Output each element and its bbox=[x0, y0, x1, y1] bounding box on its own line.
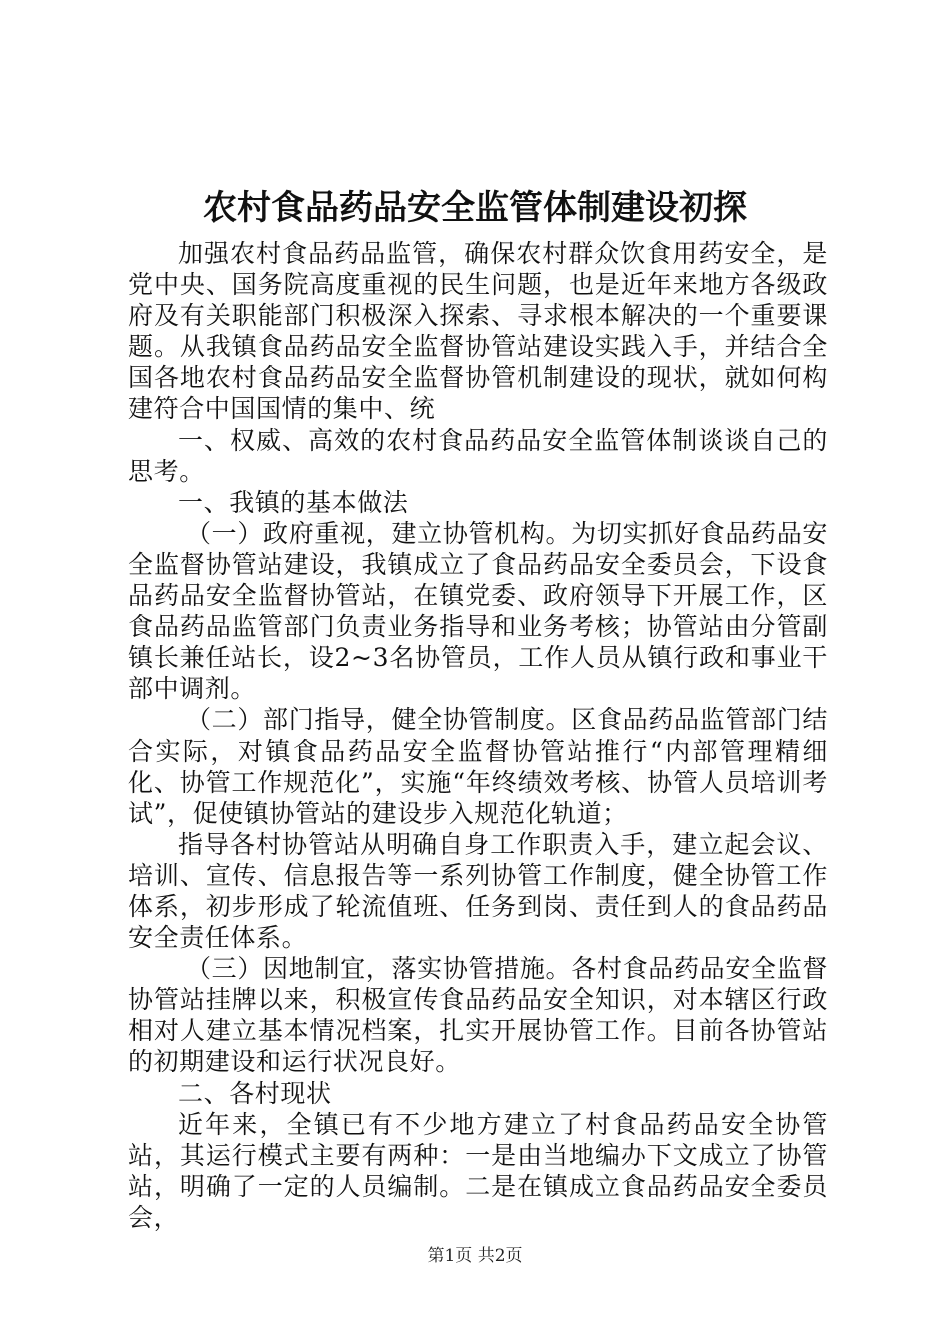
paragraph-intro: 加强农村食品药品监管，确保农村群众饮食用药安全，是党中央、国务院高度重视的民生问题，也是近年来地方各级政府及有关职能部门积极深入探索、寻求根本解决的一个重要课题。从我镇食品药品安全监督协管站建设实践入手，并结合全国各地农村食品药品安全监督协管机制建设的现状，就如何构建符合中国国情的集中、统 bbox=[128, 239, 828, 424]
page-footer: 第1页 共2页 bbox=[427, 1246, 523, 1266]
paragraph-intro-continued: 一、权威、高效的农村食品药品安全监管体制谈谈自己的思考。 bbox=[128, 425, 828, 486]
paragraph-point-3: （三）因地制宜，落实协管措施。各村食品药品安全监督协管站挂牌以来，积极宣传食品药品安全知识，对本辖区行政相对人建立基本情况档案，扎实开展协管工作。目前各协管站的初期建设和运行状况良好。 bbox=[128, 954, 828, 1077]
paragraph-point-2: （二）部门指导，健全协管制度。区食品药品监管部门结合实际，对镇食品药品安全监督协管站推行“内部管理精细化、协管工作规范化”，实施“年终绩效考核、协管人员培训考试”，促使镇协管站的建设步入规范化轨道； bbox=[128, 705, 828, 828]
document-title: 农村食品药品安全监管体制建设初探 bbox=[203, 188, 747, 228]
section-heading-village-status: 二、各村现状 bbox=[178, 1078, 332, 1108]
document-body bbox=[128, 238, 828, 1233]
section-heading-basic-practice: 一、我镇的基本做法 bbox=[178, 487, 409, 517]
paragraph-point-1: （一）政府重视，建立协管机构。为切实抓好食品药品安全监督协管站建设，我镇成立了食品药品安全委员会，下设食品药品安全监督协管站，在镇党委、政府领导下开展工作，区食品药品监管部门负责业务指导和业务考核；协管站由分管副镇长兼任站长，设2~3名协管员，工作人员从镇行政和事业干部中调剂。 bbox=[128, 518, 828, 704]
paragraph-village-status: 近年来，全镇已有不少地方建立了村食品药品安全协管站，其运行模式主要有两种：一是由当地编办下文成立了协管站，明确了一定的人员编制。二是在镇成立食品药品安全委员会， bbox=[128, 1109, 828, 1232]
paragraph-point-2-continued: 指导各村协管站从明确自身工作职责入手，建立起会议、培训、宣传、信息报告等一系列协管工作制度，健全协管工作体系，初步形成了轮流值班、任务到岗、责任到人的食品药品安全责任体系。 bbox=[128, 829, 828, 953]
